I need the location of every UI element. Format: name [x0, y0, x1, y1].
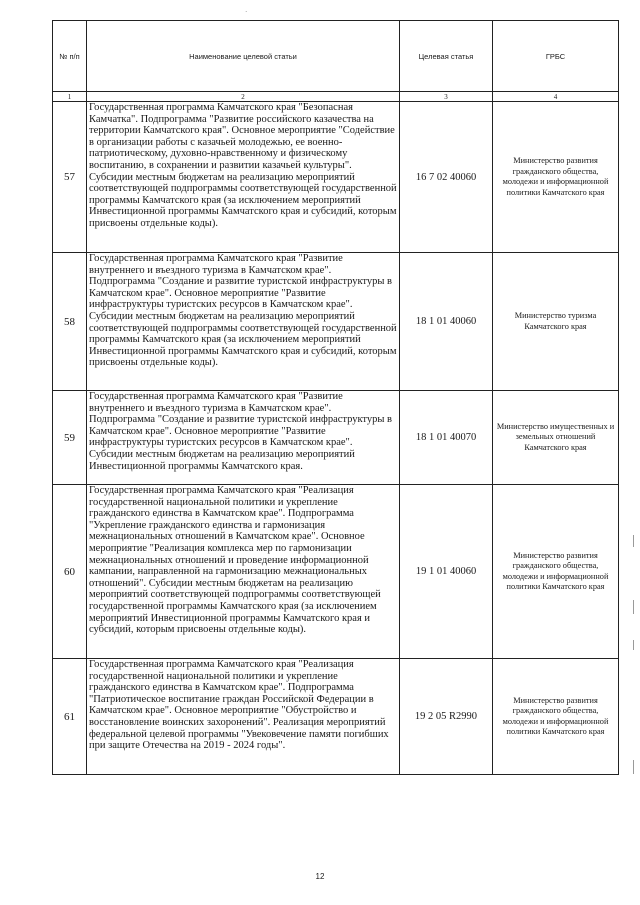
- row-number: 59: [53, 391, 87, 485]
- column-number: 3: [400, 92, 493, 102]
- row-grbs: Министерство имущественных и земельных отношений Камчатского края: [493, 391, 619, 485]
- row-article-name: Государственная программа Камчатского края "Реализация государственной национальной политики и укрепление гражданского единства в Камчатском крае". Подпрограмма "Укрепление гражданского единства и гармонизация межнациональных отношений в Камчатском крае". Основное мероприятие "Реализация комплекса мер по гармонизации межнациональных отношений и проведение информационной кампании, направленной на гармонизацию межнациональных отношений". Субсидии местным бюджетам на реализацию мероприятий соответствующей подпрограммы соответствующей государственной программы Камчатского края (за исключением мероприятий Инвестиционной программы Камчатского края и субсидий, которым присвоены отдельные коды).: [87, 485, 400, 659]
- row-target-code: 19 2 05 R2990: [400, 659, 493, 775]
- scan-edge-mark: [633, 640, 634, 650]
- column-number-row: [53, 92, 619, 102]
- table-row: [53, 253, 619, 391]
- target-articles-table: [52, 20, 619, 775]
- column-number: 4: [493, 92, 619, 102]
- header-target-article: Целевая статья: [400, 21, 493, 92]
- row-number: 60: [53, 485, 87, 659]
- scan-edge-mark: [633, 600, 634, 614]
- row-number: 61: [53, 659, 87, 775]
- row-grbs: Министерство развития гражданского общества, молодежи и информационной политики Камчатского края: [493, 659, 619, 775]
- column-number: 1: [53, 92, 87, 102]
- row-grbs: Министерство развития гражданского общества, молодежи и информационной политики Камчатского края: [493, 102, 619, 253]
- row-target-code: 18 1 01 40070: [400, 391, 493, 485]
- row-number: 57: [53, 102, 87, 253]
- row-grbs: Министерство развития гражданского общества, молодежи и информационной политики Камчатского края: [493, 485, 619, 659]
- row-article-name: Государственная программа Камчатского края "Развитие внутреннего и въездного туризма в Камчатском крае". Подпрограмма "Создание и развитие туристской инфраструктуры в Камчатском крае". Основное мероприятие "Развитие инфраструктуры туристских ресурсов в Камчатском крае". Субсидии местным бюджетам на реализацию мероприятий Инвестиционной программы Камчатского края.: [87, 391, 400, 485]
- row-article-name: Государственная программа Камчатского края "Реализация государственной национальной политики и укрепление гражданского единства в Камчатском крае". Подпрограмма "Патриотическое воспитание граждан Российской Федерации в Камчатском крае". Основное мероприятие "Обустройство и восстановление воинских захоронений". Реализация мероприятий федеральной целевой программы "Увековечение памяти погибших при защите Отечества на 2019 - 2024 годы".: [87, 659, 400, 775]
- scan-edge-mark: [633, 535, 634, 547]
- header-article-name: Наименование целевой статьи: [87, 21, 400, 92]
- scan-dot: ·: [245, 8, 248, 16]
- table-row: [53, 485, 619, 659]
- row-target-code: 19 1 01 40060: [400, 485, 493, 659]
- table-row: [53, 659, 619, 775]
- table-row: [53, 102, 619, 253]
- row-target-code: 18 1 01 40060: [400, 253, 493, 391]
- scan-edge-mark: [633, 760, 634, 774]
- row-article-name: Государственная программа Камчатского края "Развитие внутреннего и въездного туризма в Камчатском крае". Подпрограмма "Создание и развитие туристской инфраструктуры в Камчатском крае". Основное мероприятие "Развитие инфраструктуры туристских ресурсов в Камчатском крае". Субсидии местным бюджетам на реализацию мероприятий соответствующей подпрограммы соответствующей государственной программы Камчатского края (за исключением мероприятий Инвестиционной программы Камчатского края и субсидий, которым присвоены отдельные коды).: [87, 253, 400, 391]
- page-number: 12: [315, 872, 325, 881]
- header-grbs: ГРБС: [493, 21, 619, 92]
- row-grbs: Министерство туризма Камчатского края: [493, 253, 619, 391]
- row-number: 58: [53, 253, 87, 391]
- row-target-code: 16 7 02 40060: [400, 102, 493, 253]
- row-article-name: Государственная программа Камчатского края "Безопасная Камчатка". Подпрограмма "Развитие российского казачества на территории Камчатского края". Основное мероприятие "Содействие в организации работы с казачьей молодежью, ее военно-патриотическому, духовно-нравственному и физическому воспитанию, в сохранении и развитии казачьей культуры". Субсидии местным бюджетам на реализацию мероприятий соответствующей подпрограммы соответствующей государственной программы Камчатского края (за исключением мероприятий Инвестиционной программы Камчатского края и субсидий, которым присвоены отдельные коды).: [87, 102, 400, 253]
- table-row: [53, 391, 619, 485]
- column-number: 2: [87, 92, 400, 102]
- table-header-row: [53, 21, 619, 92]
- header-number: № п/п: [53, 21, 87, 92]
